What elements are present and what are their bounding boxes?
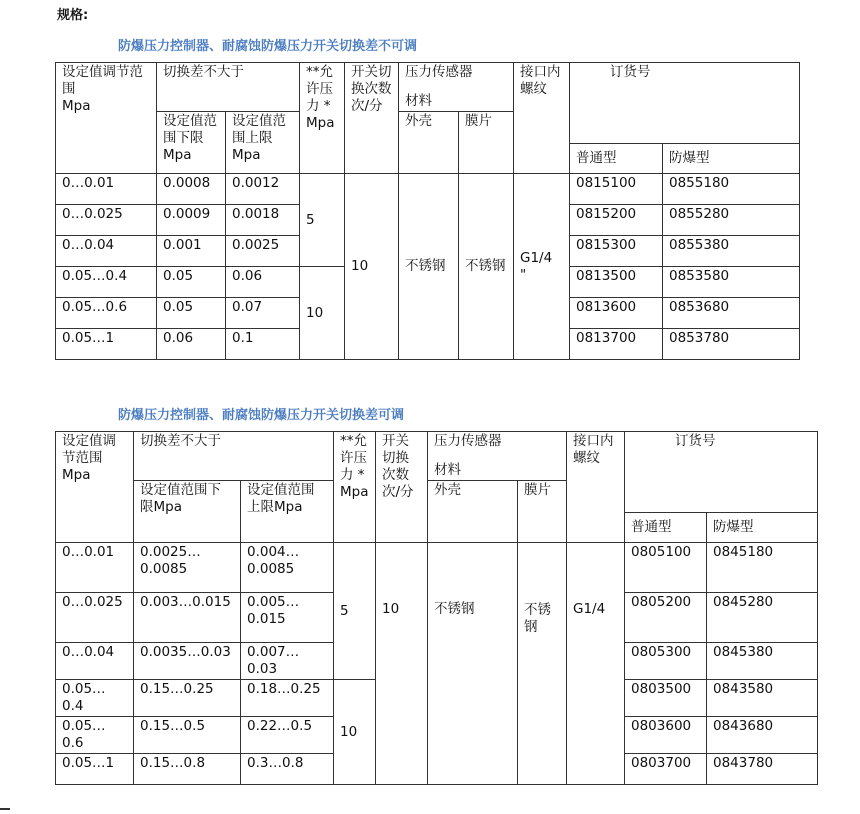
header-explosion: 防爆型: [707, 513, 818, 543]
header-normal: 普通型: [570, 144, 663, 174]
header-diff: 切换差不大于: [134, 432, 334, 481]
spec-table-fixed-diff: [55, 62, 800, 360]
cell-range: 0.05…0.4: [56, 267, 157, 298]
cell-range: 0…0.025: [56, 593, 134, 643]
header-membrane: 膜片: [518, 481, 567, 543]
cell-normal: 0805300: [625, 643, 707, 680]
table1-title: 防爆压力控制器、耐腐蚀防爆压力开关切换差不可调: [118, 39, 418, 54]
cell-low: 0.001: [157, 236, 226, 267]
cell-high: 0.18…0.25: [241, 680, 334, 717]
cell-low: 0.0008: [157, 174, 226, 205]
cell-normal: 0803700: [625, 754, 707, 785]
cell-range: 0…0.04: [56, 236, 157, 267]
cell-pressure: 5: [334, 543, 376, 680]
cell-range: 0…0.04: [56, 643, 134, 680]
cell-high: 0.1: [226, 329, 300, 360]
cell-housing: 不锈钢: [399, 174, 459, 360]
header-switch: 开关切换次数次/分: [345, 63, 399, 174]
cell-explosion: 0843780: [707, 754, 818, 785]
header-thread: 接口内螺纹: [567, 432, 625, 543]
header-housing: 外壳: [399, 112, 459, 174]
header-explosion: 防爆型: [663, 144, 800, 174]
cell-low: 0.05: [157, 267, 226, 298]
header-sensor: [399, 63, 514, 112]
cell-low: 0.003…0.015: [134, 593, 241, 643]
cell-high: 0.0018: [226, 205, 300, 236]
cell-low: 0.0009: [157, 205, 226, 236]
cell-explosion: 0843580: [707, 680, 818, 717]
cell-range: 0.05…1: [56, 329, 157, 360]
header-diff-low: 设定值范围下限Mpa: [157, 112, 226, 174]
cell-low: 0.05: [157, 298, 226, 329]
cell-pressure: 10: [334, 680, 376, 785]
cell-membrane: 不锈钢: [459, 174, 514, 360]
cell-normal: 0813500: [570, 267, 663, 298]
cell-high: 0.0025: [226, 236, 300, 267]
header-sensor-label: 压力传感器: [434, 433, 502, 449]
cell-high: 0.007…0.03: [241, 643, 334, 680]
cell-explosion: 0855380: [663, 236, 800, 267]
cell-switch: 10: [345, 174, 399, 360]
cell-thread: G1/4: [567, 543, 625, 785]
table-row: [56, 174, 800, 205]
cell-high: 0.07: [226, 298, 300, 329]
cell-range: 0.05…1: [56, 754, 134, 785]
cell-range: 0.05…0.6: [56, 717, 134, 754]
cell-membrane: 不锈钢: [518, 543, 567, 785]
header-material: 材料: [405, 93, 432, 109]
cell-normal: 0805200: [625, 593, 707, 643]
cell-explosion: 0845380: [707, 643, 818, 680]
header-normal: 普通型: [625, 513, 707, 543]
cell-normal: 0803600: [625, 717, 707, 754]
header-housing: 外壳: [428, 481, 518, 543]
table2-title: 防爆压力控制器、耐腐蚀防爆压力开关切换差可调: [118, 408, 405, 423]
cell-normal: 0815300: [570, 236, 663, 267]
header-sensor-label: 压力传感器: [405, 64, 473, 80]
header-diff-high: 设定值范围上限Mpa: [241, 481, 334, 543]
header-diff-low: 设定值范围下限Mpa: [134, 481, 241, 543]
cell-explosion: 0853680: [663, 298, 800, 329]
cell-high: 0.22…0.5: [241, 717, 334, 754]
cell-low: 0.15…0.5: [134, 717, 241, 754]
cell-pressure: 5: [300, 174, 345, 267]
cell-normal: 0805100: [625, 543, 707, 593]
header-pressure: **允许压力 * Mpa: [334, 432, 376, 543]
cell-high: 0.005… 0.015: [241, 593, 334, 643]
cell-explosion: 0845180: [707, 543, 818, 593]
cell-normal: 0815100: [570, 174, 663, 205]
cell-pressure: 10: [300, 267, 345, 360]
cell-housing: 不锈钢: [428, 543, 518, 785]
cell-high: 0.004… 0.0085: [241, 543, 334, 593]
cell-switch: 10: [376, 543, 428, 785]
header-range: 设定值调节范围 Mpa: [56, 432, 134, 543]
page-corner-mark: [0, 808, 10, 810]
header-order: 订货号: [570, 63, 800, 144]
cell-low: 0.15…0.8: [134, 754, 241, 785]
cell-normal: 0813700: [570, 329, 663, 360]
spec-label: 规格:: [57, 8, 89, 23]
cell-high: 0.0012: [226, 174, 300, 205]
cell-high: 0.06: [226, 267, 300, 298]
header-sensor: [428, 432, 567, 481]
cell-explosion: 0855280: [663, 205, 800, 236]
cell-range: 0.05…0.4: [56, 680, 134, 717]
cell-range: 0…0.01: [56, 174, 157, 205]
header-thread: 接口内螺纹: [514, 63, 570, 174]
cell-low: 0.15…0.25: [134, 680, 241, 717]
cell-normal: 0803500: [625, 680, 707, 717]
header-pressure: **允许压力 * Mpa: [300, 63, 345, 174]
table-row: [56, 543, 818, 593]
header-range: 设定值调节范围 Mpa: [56, 63, 157, 174]
cell-low: 0.0035…0.03: [134, 643, 241, 680]
cell-range: 0…0.01: [56, 543, 134, 593]
cell-normal: 0813600: [570, 298, 663, 329]
cell-explosion: 0845280: [707, 593, 818, 643]
header-diff: 切换差不大于: [157, 63, 300, 112]
spec-table-adjustable-diff: [55, 431, 818, 785]
cell-explosion: 0843680: [707, 717, 818, 754]
cell-range: 0…0.025: [56, 205, 157, 236]
cell-thread: G1/4 ": [514, 174, 570, 360]
cell-explosion: 0853780: [663, 329, 800, 360]
header-switch: 开关切换次数次/分: [376, 432, 428, 543]
header-material: 材料: [434, 462, 461, 478]
cell-range: 0.05…0.6: [56, 298, 157, 329]
header-membrane: 膜片: [459, 112, 514, 174]
cell-low: 0.06: [157, 329, 226, 360]
cell-explosion: 0853580: [663, 267, 800, 298]
header-order: 订货号: [625, 432, 818, 513]
header-diff-high: 设定值范围上限 Mpa: [226, 112, 300, 174]
cell-low: 0.0025… 0.0085: [134, 543, 241, 593]
cell-normal: 0815200: [570, 205, 663, 236]
cell-explosion: 0855180: [663, 174, 800, 205]
cell-high: 0.3…0.8: [241, 754, 334, 785]
